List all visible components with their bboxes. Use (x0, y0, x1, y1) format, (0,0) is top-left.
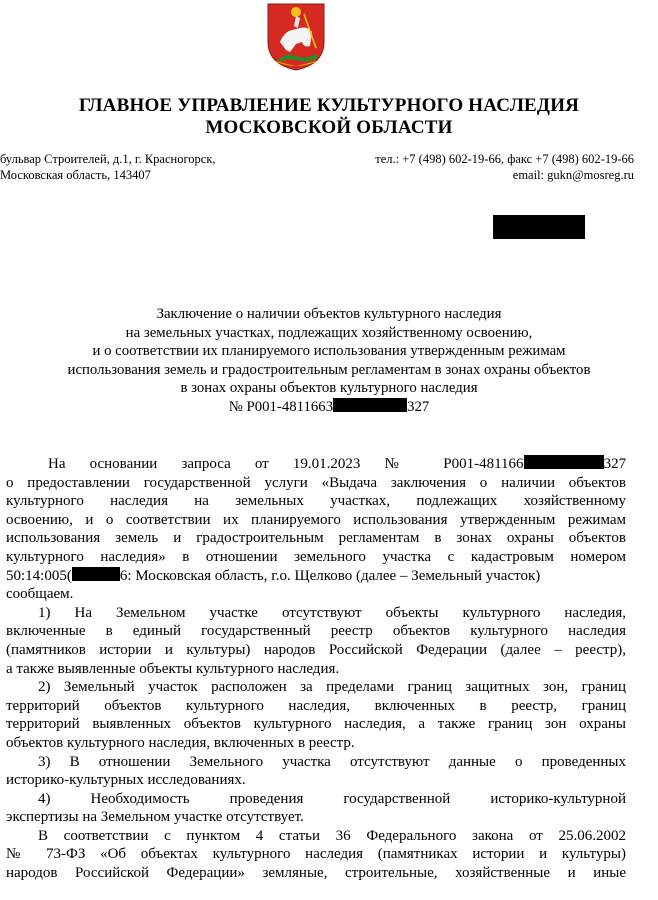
redaction-block (493, 215, 585, 239)
request-number (443, 456, 626, 472)
request-number-suffix: 327 (603, 456, 627, 472)
cadastral-suffix: 6: Московская область, г.о. Щелково (далее – Земельный участок) (119, 567, 541, 584)
body-word: На (48, 456, 66, 472)
redaction-block (524, 455, 604, 469)
title-line: на земельных участках, подлежащих хозяйственному освоению, (125, 324, 533, 341)
body-word: основании (89, 456, 158, 472)
title-line: и о соответствии их планируемого использования утвержденным режимам (92, 343, 566, 359)
body-word: запроса (181, 456, 231, 472)
body-line: В соответствии с пунктом 4 статьи 36 Федерального закона от 25.06.2002 (38, 827, 626, 844)
redaction-block (333, 398, 407, 412)
title-line: в зонах охраны объектов культурного наследия (180, 380, 478, 396)
body-line (6, 455, 626, 474)
body-line: № 73-ФЗ «Об объектах культурного наследия (памятниках истории и культуры) (6, 846, 626, 863)
body-line: народов Российской Федерации» земляные, строительные, хозяйственные и иные (6, 865, 626, 882)
body-line: территорий выявленных объектов культурного наследия, а также границ зон охраны (6, 716, 626, 733)
body-line: сообщаем. (6, 586, 74, 603)
body-line: экспертизы на Земельном участке отсутствует. (6, 809, 304, 826)
body-line: использования земель и градостроительным регламентам в зонах охраны объектов (6, 530, 626, 547)
body-word: от (254, 456, 269, 472)
title-line: Заключение о наличии объектов культурного наследия (156, 306, 502, 322)
org-name-line-1: ГЛАВНОЕ УПРАВЛЕНИЕ КУЛЬТУРНОГО НАСЛЕДИЯ (78, 95, 580, 116)
coat-of-arms-icon (266, 2, 326, 72)
address-line-1: бульвар Строителей, д.1, г. Красногорск, (0, 152, 216, 166)
body-line: а также выявленные объекты культурного наследия. (6, 660, 340, 677)
body-line: территорий объектов культурного наследия, включенных в реестр, границ (6, 697, 626, 714)
title-line: использования земель и градостроительным регламентам в зонах охраны объектов (67, 361, 591, 378)
redaction-block (72, 567, 120, 581)
body-line: 3) В отношении Земельного участка отсутствуют данные о проведенных (38, 753, 626, 770)
body-line: культурного наследия на земельных участках, подлежащих хозяйственному (6, 493, 626, 510)
document-number-prefix: № Р001-4811663 (228, 398, 334, 415)
body-line: освоению, и о соответствии их планируемого использования утвержденным режимам (6, 511, 626, 528)
body-line: 4) Необходимость проведения государственной историко-культурной (38, 790, 626, 807)
body-line: включенные в единый государственный реестр объектов культурного наследия (6, 623, 626, 640)
org-name-line-2: МОСКОВСКОЙ ОБЛАСТИ (205, 117, 453, 138)
body-line (6, 567, 626, 586)
document-number (0, 398, 658, 417)
body-word: 19.01.2023 (292, 456, 361, 472)
body-line: (памятников истории и культуры) народов Российской Федерации (далее – реестр), (6, 641, 626, 658)
document-body (6, 455, 626, 883)
body-line: культурного наследия» в отношении земельного участка с кадастровым номером (6, 548, 626, 565)
body-line: историко-культурных исследованиях. (6, 772, 246, 789)
cadastral-prefix: 50:14:005( (6, 567, 72, 584)
email-line: email: gukn@mosreg.ru (512, 168, 634, 182)
request-number-prefix: Р001-481166 (443, 456, 524, 472)
document-title (0, 305, 658, 416)
body-line: 2) Земельный участок расположен за пределами границ защитных зон, границ (38, 679, 626, 696)
phone-fax-line: тел.: +7 (498) 602-19-66, факс +7 (498) 602-19-66 (375, 152, 634, 166)
body-line: 1) На Земельном участке отсутствуют объекты культурного наследия, (38, 604, 626, 621)
document-number-suffix: 327 (407, 398, 430, 415)
body-word: № (384, 456, 420, 472)
address-line-2: Московская область, 143407 (0, 168, 151, 182)
body-line: объектов культурного наследия, включенных в реестр. (6, 734, 355, 751)
body-line: о предоставлении государственной услуги «Выдача заключения о наличии объектов (6, 474, 626, 491)
